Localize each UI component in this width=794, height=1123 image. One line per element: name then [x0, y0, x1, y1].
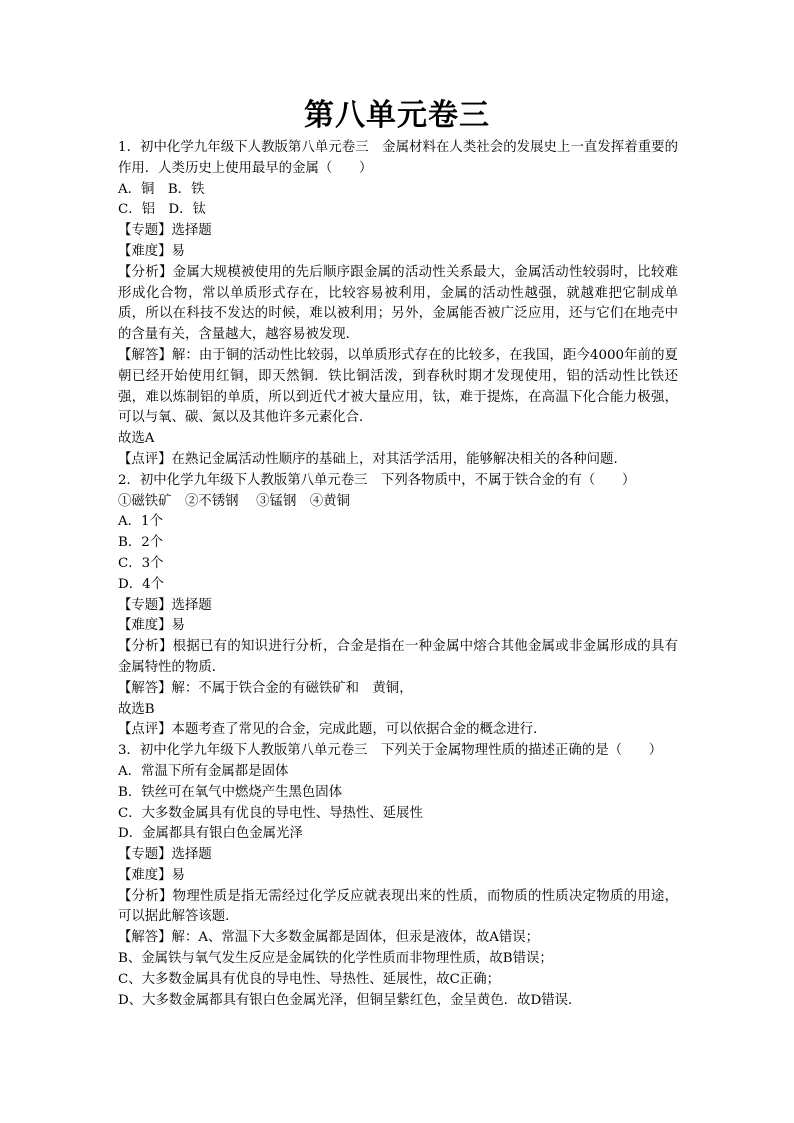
- page-title: 第八单元卷三: [304, 98, 490, 133]
- question-3-option-d: D．金属都具有银白色金属光泽: [118, 826, 303, 842]
- question-1-comment: 【点评】在熟记金属活动性顺序的基础上，对其活学活用，能够解决相关的各种问题．: [118, 451, 627, 467]
- question-3-stem: 3．初中化学九年级下人教版第八单元卷三 下列关于金属物理性质的描述正确的是（ ）: [118, 743, 663, 759]
- question-1-difficulty: 【难度】易: [118, 243, 185, 259]
- question-2-analysis: 【分析】根据已有的知识进行分析，合金是指在一种金属中熔合其他金属或非金属形成的具有金属特性的物质．: [118, 639, 678, 675]
- question-1-options-ab: A．铜 B．铁: [118, 181, 205, 197]
- document-body: [118, 138, 678, 1011]
- question-1-stem: 1．初中化学九年级下人教版第八单元卷三 金属材料在人类社会的发展史上一直发挥着重要的作用．人类历史上使用最早的金属（ ）: [118, 140, 678, 176]
- question-2-option-b: B．2个: [118, 535, 164, 551]
- question-2-answer: 故选B: [118, 701, 155, 717]
- question-2-solution: 【解答】解：不属于铁合金的有磁铁矿和 黄铜，: [118, 680, 413, 696]
- question-2-option-c: C．3个: [118, 555, 164, 571]
- question-1-solution: 【解答】解：由于铜的活动性比较弱，以单质形式存在的比较多，在我国，距今4000年前的夏朝已经开始使用红铜，即天然铜．铁比铜活泼，到春秋时期才发现使用，铝的活动性比铁还强，难以炼制铝的单质，所以到近代才被大量应用，钛，难于提炼，在高温下化合能力极强，可以与氧、碳、氮以及其他许多元素化合．: [118, 347, 678, 426]
- question-3-solution-b: B、金属铁与氧气发生反应是金属铁的化学性质而非物理性质，故B错误；: [118, 951, 553, 967]
- question-1-analysis: 【分析】金属大规模被使用的先后顺序跟金属的活动性关系最大，金属活动性较弱时，比较难形成化合物，常以单质形式存在，比较容易被利用，金属的活动性越强，就越难把它制成单质，所以在科技不发达的时候，难以被利用；另外，金属能否被广泛应用，还与它们在地壳中的含量有关，含量越大，越容易被发现．: [118, 264, 678, 343]
- question-3-solution-a: 【解答】解：A、常温下大多数金属都是固体，但汞是液体，故A错误；: [118, 930, 540, 946]
- question-2-difficulty: 【难度】易: [118, 618, 185, 634]
- question-3-solution-c: C、大多数金属具有优良的导电性、导热性、延展性，故C正确；: [118, 971, 501, 987]
- question-2-option-d: D．4个: [118, 576, 165, 592]
- question-2-items: ①磁铁矿 ②不锈钢 ③锰钢 ④黄铜: [118, 493, 350, 509]
- question-2-stem: 2．初中化学九年级下人教版第八单元卷三 下列各物质中，不属于铁合金的有（ ）: [118, 472, 636, 488]
- question-2-topic: 【专题】选择题: [118, 597, 212, 613]
- question-3-option-c: C．大多数金属具有优良的导电性、导热性、延展性: [118, 805, 423, 821]
- question-1-options-cd: C．铝 D．钛: [118, 202, 206, 218]
- question-2-option-a: A．1个: [118, 514, 163, 530]
- question-2-comment: 【点评】本题考查了常见的合金，完成此题，可以依据合金的概念进行．: [118, 722, 547, 738]
- question-3-option-b: B．铁丝可在氧气中燃烧产生黑色固体: [118, 784, 343, 800]
- question-3-topic: 【专题】选择题: [118, 847, 212, 863]
- question-3-difficulty: 【难度】易: [118, 867, 185, 883]
- question-3-analysis: 【分析】物理性质是指无需经过化学反应就表现出来的性质，而物质的性质决定物质的用途，可以据此解答该题．: [118, 888, 678, 925]
- question-3-solution-d: D、大多数金属都具有银白色金属光泽，但铜呈紫红色，金呈黄色．故D错误．: [118, 992, 582, 1008]
- question-1-topic: 【专题】选择题: [118, 223, 212, 239]
- question-3-option-a: A．常温下所有金属都是固体: [118, 763, 289, 779]
- question-1-answer: 故选A: [118, 431, 155, 447]
